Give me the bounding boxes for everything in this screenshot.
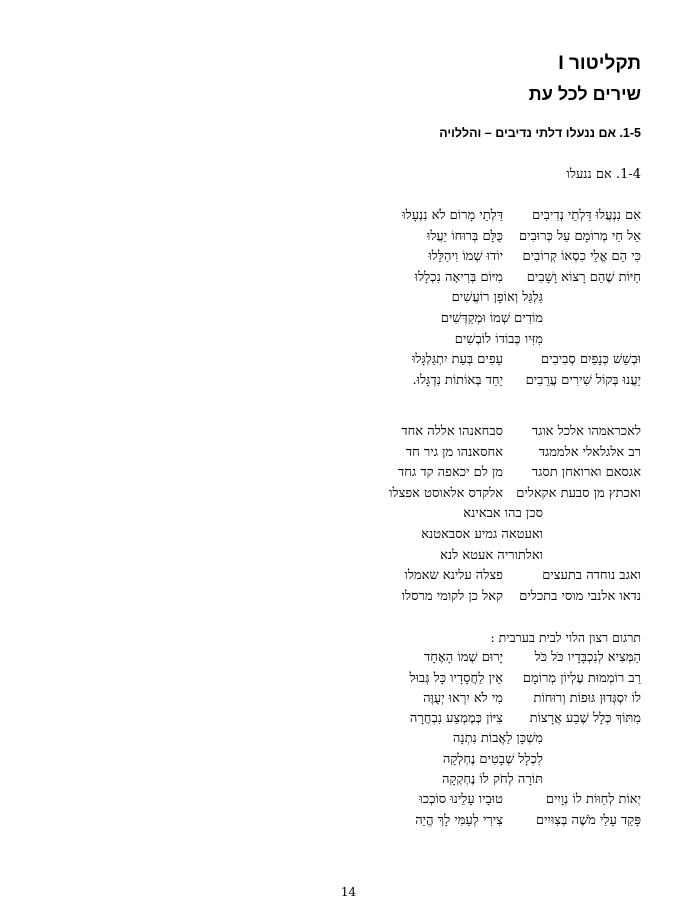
verse-refrain: סכן בהו אבאינא <box>463 506 543 522</box>
verse-line <box>300 790 641 810</box>
verse-line <box>300 206 641 227</box>
verse-line <box>300 309 641 330</box>
verse-second-hemistich: אלקדס אלאוסט אפצלו <box>389 485 503 501</box>
verse-line <box>300 525 641 546</box>
verse-line <box>300 484 641 505</box>
verse-second-hemistich: כֻּלָּם בְּרוּחוֹ יַעֲלוּ <box>427 228 503 244</box>
verse-refrain: ואעטאה גמיע אסבאטנא <box>421 526 543 542</box>
page-title: תקליטור I <box>558 53 641 74</box>
subsection-heading: 1-4. אם ננעלו <box>566 167 641 182</box>
verse-first-hemistich: חַיּוֹת שֶׁהֵם רָצוֹא וָשָׁבִים <box>526 269 641 285</box>
verse-first-hemistich: יַעֲנוּ בְּקוֹל שִׁירִים עֲרֵבִים <box>525 372 641 388</box>
verse-line <box>300 330 641 351</box>
verse-first-hemistich: רב אלגלאלי אלממגד <box>538 444 641 460</box>
translation-block <box>300 628 641 831</box>
verse-line <box>300 689 641 709</box>
verse-first-hemistich: מִתּוֹךְ כְּלָל שֶׁבַע אֲרָצוֹת <box>529 711 641 727</box>
verse-line <box>300 422 641 443</box>
verse-second-hemistich: עָפִים בְּעֵת יִתְגַּלְגָּלוּ <box>412 352 503 368</box>
verse-first-hemistich: אִם נִנְעֲלוּ דַּלְתֵי נְדִיבִים <box>532 208 641 223</box>
verse-line <box>300 811 641 831</box>
verse-line <box>300 770 641 790</box>
translation-intro: תרגום רצון הלוי לבית בערבית : <box>490 630 641 645</box>
verse-first-hemistich: אֵל חַי מְרוֹמָם עַל כְּרוּבִים <box>518 228 641 244</box>
verse-second-hemistich: פצלה עלינא שאמלו <box>404 568 503 584</box>
verse-line <box>300 443 641 464</box>
verse-first-hemistich: לוֹ יִסְגְּדוּן גּוּפוֹת וְרוּחוֹת <box>533 690 641 706</box>
verse-refrain: תּוֹרָה לְחֹק לוֹ נֶחְקְקָה <box>442 772 543 788</box>
verse-first-hemistich: יְאוֹת לְחַוּוֹת לוֹ נְוָיִים <box>545 792 641 808</box>
verse-line <box>300 504 641 525</box>
verse-line <box>300 288 641 309</box>
verse-line <box>300 709 641 729</box>
verse-line <box>300 247 641 268</box>
verse-line <box>300 227 641 248</box>
verse-second-hemistich: סבחאנהו אללה אחד <box>401 424 503 439</box>
verse-line <box>300 268 641 289</box>
page-subtitle: שירים לכל עת <box>528 84 641 104</box>
verse-second-hemistich: יַחַד בְּאוֹתוֹת נִדְגָּלוּ. <box>412 372 503 388</box>
verse-line <box>300 648 641 668</box>
verse-first-hemistich: כִּי הֵם אֱלֵי כִסְאוֹ קְרוֹבִים <box>522 249 641 265</box>
verse-first-hemistich: ואכתץ מן סבעת אקאלים <box>516 485 641 501</box>
verse-second-hemistich: אֵין לַחֲסָדָיו כָּל גְּבוּל <box>409 670 503 686</box>
verse-first-hemistich: וּבְשֵׁשׁ כְּנָפַיִם סְבִיבִים <box>540 352 641 368</box>
verse-line <box>300 546 641 567</box>
verse-second-hemistich: מִיּוֹם בְּרִיאָה נִכְלָלוּ <box>414 269 503 285</box>
verse-line <box>300 729 641 749</box>
verse-first-hemistich: הַמְּצִיא לְנִכְבָּדָיו כֹּל כֹּל <box>534 650 641 666</box>
verse-line <box>300 566 641 587</box>
verse-first-hemistich: אגסאם וארואחן תסגד <box>531 465 641 481</box>
verse-refrain: מִשְׁכָּן לַאֲבוֹת נִתְנָה <box>452 731 543 747</box>
verse-line <box>300 587 641 608</box>
verse-refrain: מוֹדִים שְׁמוֹ וּמְקַדְּשִׁים <box>440 310 543 326</box>
verse-second-hemistich: יוֹדוּ שְׁמוֹ וִיהַלֵּלוּ <box>428 249 503 265</box>
verse-second-hemistich: דַּלְתֵי מָרוֹם לֹא נִנְעָלוּ <box>402 208 503 223</box>
verse-second-hemistich: צִירִי לְעַמִּי לָךְ הֱיֵה <box>415 812 503 828</box>
verse-second-hemistich: צִיּוֹן כְּמֶמְצַע נִבְחֲרָה <box>409 711 503 727</box>
page-number: 14 <box>340 885 357 899</box>
verse-refrain: לִכְלָל שְׁבָטִים נֶחְלְקָה <box>442 751 543 767</box>
verse-first-hemistich: לאכראמהו אלכל אוגד <box>531 424 641 439</box>
verse-line <box>300 750 641 770</box>
verse-first-hemistich: רַב רוֹמְמוּת עֶלְיוֹן מְרוֹמָם <box>522 670 641 686</box>
verse-refrain: ואלתוריה אעטא לנא <box>440 547 543 563</box>
verse-second-hemistich: יָרוּם שְׁמוֹ הָאֶחָד <box>424 650 503 666</box>
verse-line <box>300 350 641 371</box>
verse-second-hemistich: מן לם יכאפה קד גחד <box>397 465 503 481</box>
verse-refrain: מִזִּיו כְּבוֹדוֹ לוֹבְשִׁים <box>454 331 543 347</box>
verse-second-hemistich: קאל כן לקומי מרסלו <box>401 588 503 604</box>
verse-refrain: גַּלְגַּל וְאוֹפָן רוֹעֲשִׁים <box>451 290 543 306</box>
verse-line <box>300 463 641 484</box>
verse-first-hemistich: ואגב נוחדה בתעצים <box>542 568 641 584</box>
section-heading: 1-5. אם ננעלו דלתי נדיבים – והללויה <box>439 126 641 140</box>
poem-judeo-arabic <box>300 422 641 607</box>
verse-first-hemistich: נדאו אלנבי מוסי בתכלים <box>519 588 641 604</box>
verse-line <box>300 669 641 689</box>
verse-second-hemistich: טוּבָיו עָלֵינוּ סוֹכְכוּ <box>419 792 503 808</box>
poem-hebrew <box>300 206 641 391</box>
verse-line <box>300 371 641 392</box>
verse-first-hemistich: פָּקַד עָלַי מֹשֶׁה בְּצִוּיִים <box>536 812 641 828</box>
verse-second-hemistich: מִי לֹא יִרְאוּ יְעֻוֶּה <box>423 690 503 706</box>
verse-second-hemistich: אחסאנהו מן גיר חד <box>405 444 503 460</box>
